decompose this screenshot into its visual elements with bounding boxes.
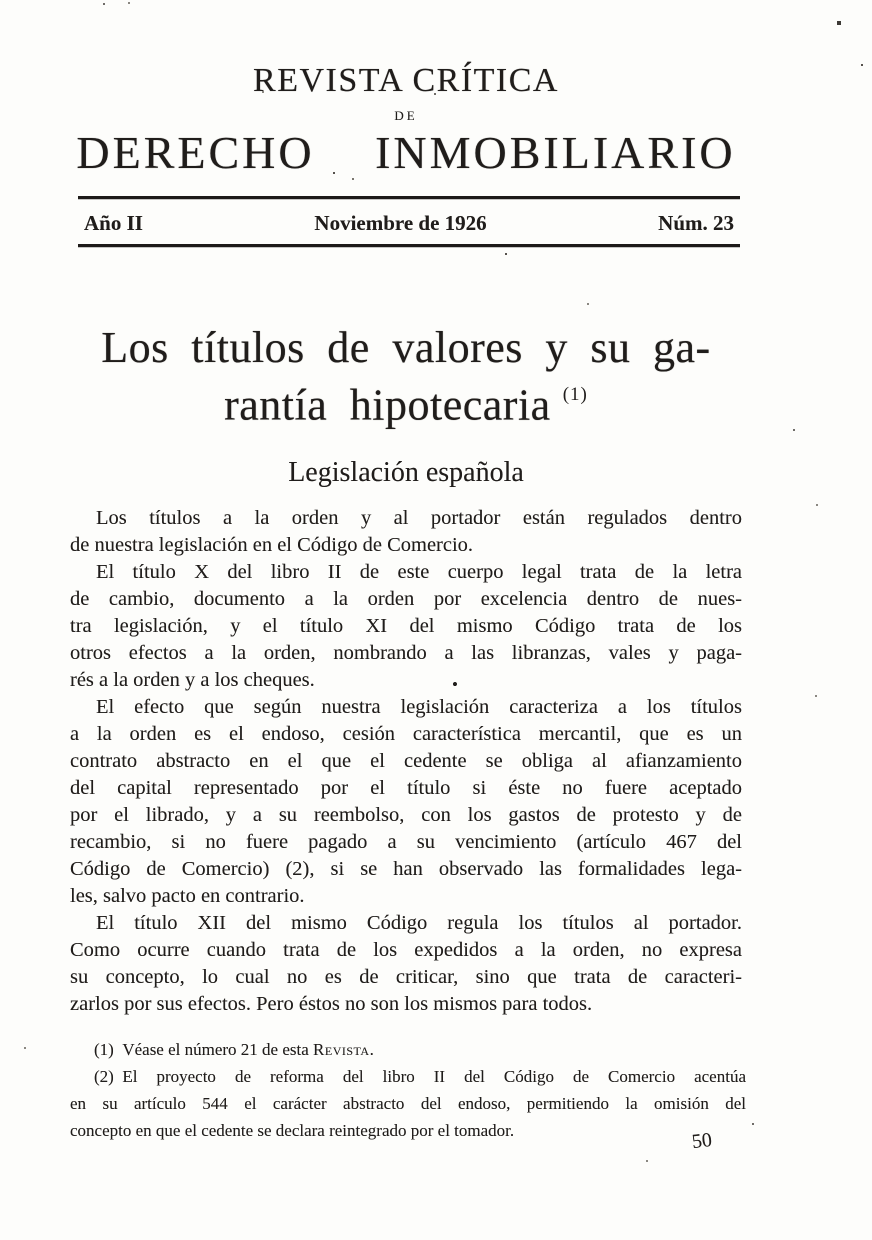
article-title-line2: rantía hipotecaria xyxy=(224,380,551,430)
body-text-line: Como ocurre cuando trata de los expedidos a la orden, no expresa xyxy=(70,939,742,961)
article-title xyxy=(70,322,742,431)
journal-name-smallcaps: Revista. xyxy=(313,1040,375,1059)
body-text-line: tra legislación, y el título XI del mismo Código trata de los xyxy=(70,615,742,637)
body-text-line: recambio, si no fuere pagado a su vencimiento (artículo 467 del xyxy=(70,831,742,853)
footnote-line: concepto en que el cedente se declara reintegrado por el tomador. xyxy=(70,1121,515,1140)
masthead-rule-top xyxy=(78,196,740,199)
issue-date: Noviembre de 1926 xyxy=(314,210,487,235)
page-number: 50 xyxy=(690,1128,714,1154)
footnote-line: (2) El proyecto de reforma del libro II del Código de Comercio acentúa xyxy=(94,1067,746,1086)
body-text-line: de cambio, documento a la orden por excelencia dentro de nues- xyxy=(70,588,742,610)
body-text-line: su concepto, lo cual no es de criticar, sino que trata de caracteri- xyxy=(70,966,742,988)
body-text-line: contrato abstracto en el que el cedente se obliga al afianzamiento xyxy=(70,750,742,772)
footnote-1 xyxy=(70,1036,746,1063)
journal-title-line2: DERECHO INMOBILIARIO xyxy=(76,127,736,178)
footnotes-block xyxy=(70,1036,746,1144)
ink-dot-artifact: • xyxy=(452,675,458,694)
article-body xyxy=(70,505,742,1018)
issue-year: Año II xyxy=(84,210,143,235)
body-text-line: otros efectos a la orden, nombrando a las libranzas, vales y paga- xyxy=(70,642,742,664)
issue-number: Núm. 23 xyxy=(658,210,734,235)
scan-noise xyxy=(0,0,2,2)
body-text-line: El efecto que según nuestra legislación caracteriza a los títulos xyxy=(96,696,742,718)
body-text-line: Los títulos a la orden y al portador están regulados dentro xyxy=(96,507,742,529)
journal-title-de: DE xyxy=(394,108,418,123)
body-text-line: a la orden es el endoso, cesión característica mercantil, que es un xyxy=(70,723,742,745)
body-text-line: por el librado, y a su reembolso, con los gastos de protesto y de xyxy=(70,804,742,826)
body-text-line: zarlos por sus efectos. Pero éstos no son los mismos para todos. xyxy=(70,993,593,1015)
section-heading: Legislación española xyxy=(288,457,524,488)
masthead-rule-bottom xyxy=(78,244,740,247)
body-text-line: rés a la orden y a los cheques. xyxy=(70,669,315,691)
article-title-line1: Los títulos de valores y su ga- xyxy=(101,323,711,372)
body-text-line: El título X del libro II de este cuerpo legal trata de la letra xyxy=(96,561,742,583)
footnote-1-text: (1) Véase el número 21 de esta xyxy=(94,1040,309,1059)
body-text-line: Código de Comercio) (2), si se han observado las formalidades lega- xyxy=(70,858,742,880)
journal-title-line1: REVISTA CRÍTICA xyxy=(253,62,559,99)
body-text-line: del capital representado por el título si éste no fuere aceptado xyxy=(70,777,742,799)
body-text-line: les, salvo pacto en contrario. xyxy=(70,885,305,907)
issue-info-row xyxy=(78,203,740,243)
body-text-line: de nuestra legislación en el Código de Comercio. xyxy=(70,534,474,556)
footnote-2 xyxy=(70,1063,746,1144)
body-text-line: El título XII del mismo Código regula los títulos al portador. xyxy=(96,912,742,934)
footnote-line: en su artículo 544 el carácter abstracto del endoso, permitiendo la omisión del xyxy=(70,1094,746,1113)
title-footnote-marker: (1) xyxy=(562,384,588,405)
